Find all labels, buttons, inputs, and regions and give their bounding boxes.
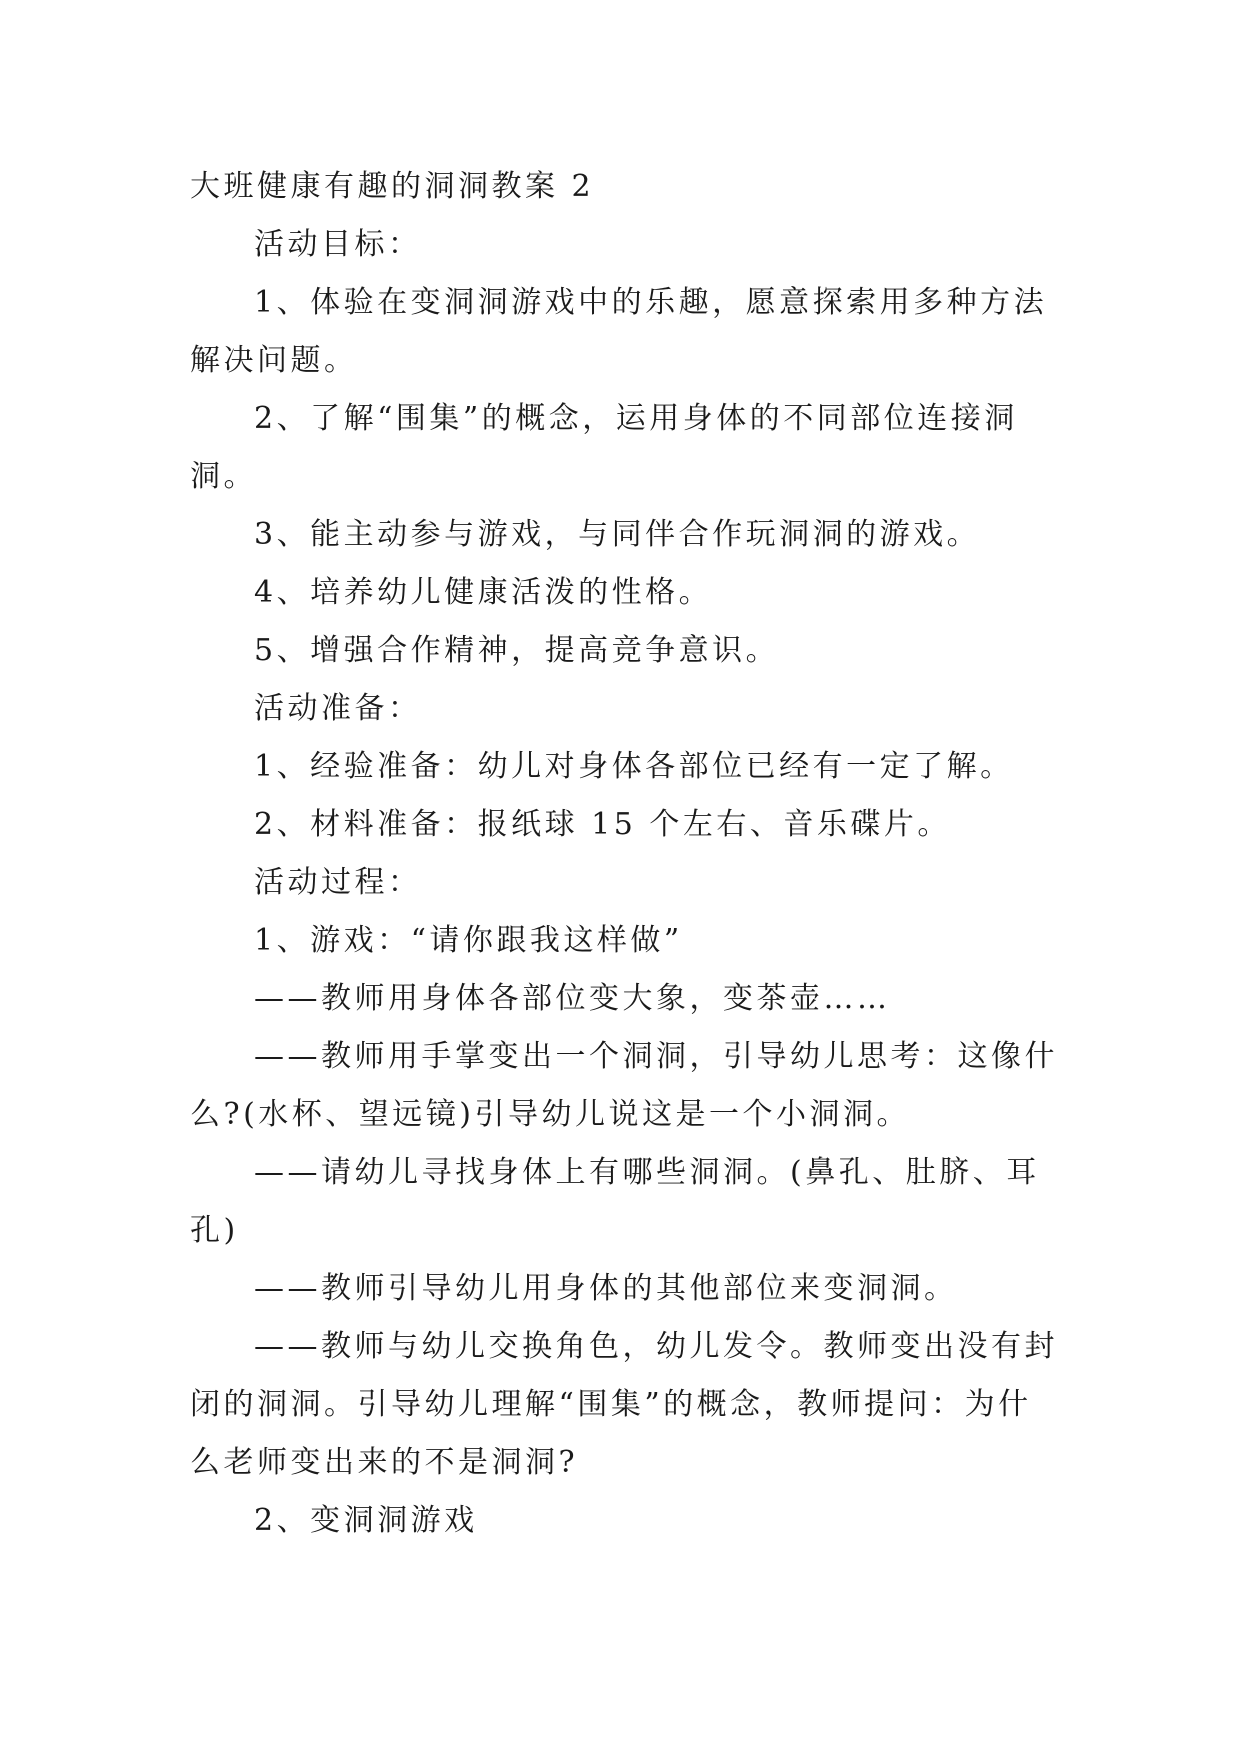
paragraph-line: 孔) <box>190 1213 239 1248</box>
paragraph-process-dash-3 <box>190 1144 1050 1260</box>
paragraph-line: ——请幼儿寻找身体上有哪些洞洞。(鼻孔、肚脐、耳 <box>254 1155 1040 1190</box>
paragraph-line: 2、了解“围集”的概念，运用身体的不同部位连接洞 <box>254 401 1018 436</box>
paragraph-process-2: 2、变洞洞游戏 <box>254 1503 478 1538</box>
paragraph-process-dash-1: ——教师用身体各部位变大象，变茶壶…… <box>254 981 891 1016</box>
paragraph-line: 1、体验在变洞洞游戏中的乐趣，愿意探索用多种方法 <box>254 285 1048 320</box>
paragraph-line: 么?(水杯、望远镜)引导幼儿说这是一个小洞洞。 <box>190 1097 910 1132</box>
paragraph-line: ——教师用手掌变出一个洞洞，引导幼儿思考：这像什 <box>254 1039 1058 1074</box>
paragraph-line: 闭的洞洞。引导幼儿理解“围集”的概念，教师提问：为什 <box>190 1387 1032 1422</box>
paragraph-line: 么老师变出来的不是洞洞? <box>190 1445 579 1480</box>
paragraph-process-dash-5 <box>190 1318 1058 1492</box>
document-title: 大班健康有趣的洞洞教案 2 <box>190 169 595 204</box>
section-heading-goals: 活动目标： <box>254 227 422 262</box>
paragraph-process-1: 1、游戏：“请你跟我这样做” <box>254 923 683 958</box>
paragraph-process-dash-4: ——教师引导幼儿用身体的其他部位来变洞洞。 <box>254 1271 958 1306</box>
section-heading-preparation: 活动准备： <box>254 691 422 726</box>
paragraph-process-dash-2 <box>190 1028 1058 1144</box>
paragraph-prep-1: 1、经验准备：幼儿对身体各部位已经有一定了解。 <box>254 749 1014 784</box>
paragraph-goal-3: 3、能主动参与游戏，与同伴合作玩洞洞的游戏。 <box>254 517 981 552</box>
paragraph-goal-5: 5、增强合作精神，提高竞争意识。 <box>254 633 780 668</box>
paragraph-line: 解决问题。 <box>190 343 358 378</box>
paragraph-goal-4: 4、培养幼儿健康活泼的性格。 <box>254 575 713 610</box>
section-heading-process: 活动过程： <box>254 865 422 900</box>
document-body <box>190 158 1058 1550</box>
paragraph-goal-1 <box>190 274 1050 390</box>
paragraph-goal-2 <box>190 390 1050 506</box>
paragraph-prep-2: 2、材料准备：报纸球 15 个左右、音乐碟片。 <box>254 807 951 842</box>
paragraph-line: 洞。 <box>190 459 257 494</box>
paragraph-line: ——教师与幼儿交换角色，幼儿发令。教师变出没有封 <box>254 1329 1058 1364</box>
